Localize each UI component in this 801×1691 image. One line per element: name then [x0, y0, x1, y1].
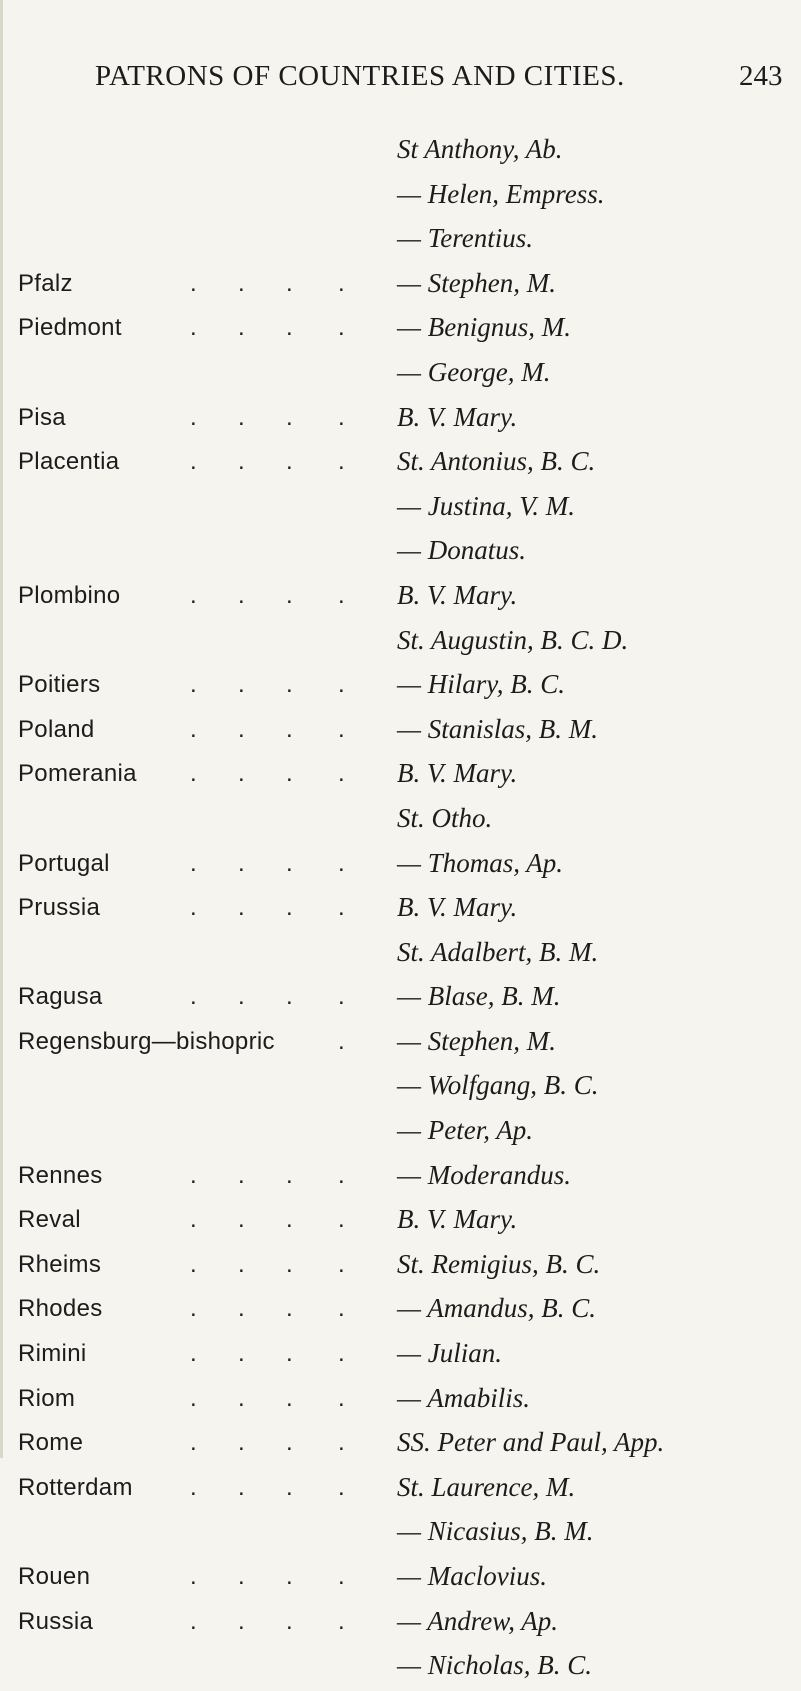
dot-leader: .	[190, 314, 197, 342]
dot-leader: .	[286, 314, 293, 342]
dot-leader: .	[286, 403, 293, 431]
list-row	[0, 844, 801, 889]
patron-saint: — Wolfgang, B. C.	[397, 1070, 599, 1101]
dot-leader: .	[338, 1206, 345, 1234]
dot-leader: .	[286, 1250, 293, 1278]
patron-saint: B. V. Mary.	[397, 892, 518, 923]
list-row	[0, 531, 801, 576]
list-row	[0, 353, 801, 398]
patron-saint: — Andrew, Ap.	[397, 1605, 559, 1636]
patron-saint: B. V. Mary.	[397, 1204, 518, 1235]
patron-saint: — Helen, Empress.	[397, 178, 605, 209]
patron-saint: — Nicasius, B. M.	[397, 1516, 594, 1547]
patron-saint: — Moderandus.	[397, 1159, 571, 1190]
patron-saint: — Blase, B. M.	[397, 981, 561, 1012]
list-row	[0, 130, 801, 175]
dot-leader: .	[190, 448, 197, 476]
dot-leader: .	[338, 1340, 345, 1368]
place-name: Rimini	[18, 1340, 87, 1368]
running-title: PATRONS OF COUNTRIES AND CITIES.	[95, 60, 625, 92]
list-row	[0, 754, 801, 799]
dot-leader: .	[190, 1563, 197, 1590]
place-name: Portugal	[18, 849, 110, 877]
patron-saint: — Julian.	[397, 1338, 502, 1369]
dot-leader: .	[286, 894, 293, 922]
dot-leader: .	[286, 715, 293, 743]
place-name: Pfalz	[18, 269, 73, 297]
dot-leader: .	[338, 1473, 345, 1501]
dot-leader: .	[190, 403, 197, 431]
dot-leader: .	[338, 403, 345, 431]
dot-leader: .	[238, 581, 245, 609]
patron-saint: B. V. Mary.	[397, 758, 518, 789]
patron-saint: — Hilary, B. C.	[397, 669, 566, 700]
dot-leader: .	[338, 1607, 345, 1635]
dot-leader: .	[190, 1607, 197, 1635]
dot-leader: .	[238, 1384, 245, 1412]
dot-leader: .	[238, 269, 245, 297]
list-row	[0, 1200, 801, 1245]
dot-leader: .	[286, 1340, 293, 1368]
patron-saint: — Stanislas, B. M.	[397, 713, 599, 744]
patron-saint: — George, M.	[397, 356, 551, 387]
list-row	[0, 1156, 801, 1201]
patron-saint: SS. Peter and Paul, App.	[397, 1427, 665, 1458]
list-row	[0, 576, 801, 621]
list-row	[0, 710, 801, 755]
list-row	[0, 933, 801, 978]
dot-leader: .	[190, 1473, 197, 1501]
dot-leader: .	[190, 269, 197, 297]
dot-leader: .	[286, 760, 293, 788]
dot-leader: .	[190, 894, 197, 922]
dot-leader: .	[238, 671, 245, 699]
dot-leader: .	[286, 1384, 293, 1412]
patron-saint: — Justina, V. M.	[397, 490, 576, 521]
list-row	[0, 1557, 801, 1602]
list-row	[0, 219, 801, 264]
place-name: Riom	[18, 1384, 76, 1412]
place-name: Rhodes	[18, 1295, 103, 1323]
dot-leader: .	[238, 1429, 245, 1457]
list-row	[0, 1379, 801, 1424]
place-name: Reval	[18, 1206, 81, 1234]
dot-leader: .	[238, 1563, 245, 1590]
patron-saint: St Anthony, Ab.	[397, 134, 563, 164]
place-name: Rome	[18, 1429, 84, 1457]
list-row	[0, 264, 801, 309]
patron-saint: — Benignus, M.	[397, 312, 571, 343]
dot-leader: .	[238, 715, 245, 743]
dot-leader: .	[286, 1607, 293, 1635]
list-row	[0, 442, 801, 487]
dot-leader: .	[286, 1473, 293, 1501]
dot-leader: .	[286, 269, 293, 297]
dot-leader: .	[286, 1206, 293, 1234]
dot-leader: .	[190, 983, 197, 1011]
dot-leader: .	[338, 1429, 345, 1457]
list-row	[0, 621, 801, 666]
list-row	[0, 1334, 801, 1379]
dot-leader: .	[338, 1295, 345, 1323]
dot-leader: .	[286, 1161, 293, 1189]
page-number: 243	[739, 60, 783, 92]
dot-leader: .	[238, 1206, 245, 1234]
dot-leader: .	[286, 1295, 293, 1323]
place-name: Poland	[18, 715, 95, 743]
list-row	[0, 487, 801, 532]
dot-leader: .	[338, 581, 345, 609]
dot-leader: .	[238, 1250, 245, 1278]
dot-leader: .	[238, 1607, 245, 1635]
patron-saint: — Peter, Ap.	[397, 1115, 533, 1146]
list-row	[0, 1066, 801, 1111]
dot-leader: .	[338, 849, 345, 877]
patron-saint: St. Antonius, B. C.	[397, 446, 596, 477]
patron-saint: — Stephen, M.	[397, 1025, 556, 1056]
place-name: Ragusa	[18, 983, 103, 1011]
patron-saint: — Stephen, M.	[397, 267, 556, 298]
patron-list	[0, 130, 801, 1691]
patron-saint: St. Remigius, B. C.	[397, 1248, 601, 1279]
dot-leader: .	[286, 448, 293, 476]
place-name: Poitiers	[18, 671, 101, 699]
list-row	[0, 977, 801, 1022]
dot-leader: .	[338, 671, 345, 699]
dot-leader: .	[190, 849, 197, 877]
dot-leader: .	[286, 581, 293, 609]
patron-saint: B. V. Mary.	[397, 401, 518, 432]
dot-leader: .	[238, 849, 245, 877]
list-row	[0, 398, 801, 443]
place-name: Pomerania	[18, 760, 137, 788]
list-row	[0, 1512, 801, 1557]
list-row	[0, 1245, 801, 1290]
place-name: Rheims	[18, 1250, 102, 1278]
patron-saint: — Amabilis.	[397, 1382, 531, 1413]
dot-leader: .	[190, 1250, 197, 1278]
dot-leader: .	[190, 581, 197, 609]
dot-leader: .	[190, 1295, 197, 1323]
dot-leader: .	[190, 671, 197, 699]
dot-leader: .	[238, 1295, 245, 1323]
dot-leader: .	[338, 1161, 345, 1189]
list-row	[0, 1468, 801, 1513]
patron-saint: B. V. Mary.	[397, 579, 518, 610]
place-name: Regensburg—bishopric	[18, 1027, 275, 1055]
dot-leader: .	[190, 1340, 197, 1368]
place-name: Pisa	[18, 403, 66, 431]
patron-saint: St. Otho.	[397, 802, 493, 833]
dot-leader: .	[238, 1340, 245, 1368]
dot-leader: .	[286, 983, 293, 1011]
dot-leader: .	[286, 849, 293, 877]
dot-leader: .	[238, 314, 245, 342]
dot-leader: .	[238, 760, 245, 788]
list-row	[0, 175, 801, 220]
dot-leader: .	[190, 715, 197, 743]
dot-leader: .	[338, 715, 345, 743]
dot-leader: .	[338, 894, 345, 922]
dot-leader: .	[338, 269, 345, 297]
place-name: Prussia	[18, 894, 101, 922]
dot-leader: .	[338, 314, 345, 342]
patron-saint: St. Adalbert, B. M.	[397, 936, 599, 967]
place-name: Placentia	[18, 448, 120, 476]
dot-leader: .	[238, 1473, 245, 1501]
patron-saint: St. Laurence, M.	[397, 1471, 576, 1502]
dot-leader: .	[338, 760, 345, 788]
list-row	[0, 308, 801, 353]
running-header	[0, 60, 801, 100]
dot-leader: .	[190, 1429, 197, 1457]
place-name: Russia	[18, 1607, 94, 1635]
dot-leader: .	[238, 894, 245, 922]
place-name: Rotterdam	[18, 1473, 133, 1501]
list-row	[0, 888, 801, 933]
dot-leader: .	[286, 1429, 293, 1457]
place-name: Piedmont	[18, 314, 122, 342]
list-row	[0, 799, 801, 844]
dot-leader: .	[338, 1384, 345, 1412]
list-row	[0, 665, 801, 710]
dot-leader: .	[190, 760, 197, 788]
place-name: Rouen	[18, 1563, 91, 1590]
dot-leader: .	[338, 1027, 345, 1055]
list-row	[0, 1646, 801, 1691]
dot-leader: .	[190, 1206, 197, 1234]
patron-saint: — Nicholas, B. C.	[397, 1650, 593, 1681]
list-row	[0, 1602, 801, 1647]
dot-leader: .	[338, 983, 345, 1011]
list-row	[0, 1423, 801, 1468]
patron-saint: — Terentius.	[397, 223, 534, 254]
dot-leader: .	[238, 983, 245, 1011]
dot-leader: .	[286, 671, 293, 699]
dot-leader: .	[338, 1563, 345, 1590]
list-row	[0, 1022, 801, 1067]
patron-saint: — Thomas, Ap.	[397, 847, 564, 878]
place-name: Plombino	[18, 581, 121, 609]
place-name: Rennes	[18, 1161, 103, 1189]
patron-saint: — Amandus, B. C.	[397, 1293, 597, 1324]
patron-saint: St. Augustin, B. C. D.	[397, 624, 629, 655]
dot-leader: .	[238, 1161, 245, 1189]
patron-saint: — Maclovius.	[397, 1561, 547, 1591]
list-row	[0, 1289, 801, 1334]
list-row	[0, 1111, 801, 1156]
dot-leader: .	[338, 1250, 345, 1278]
dot-leader: .	[238, 448, 245, 476]
dot-leader: .	[338, 448, 345, 476]
dot-leader: .	[238, 403, 245, 431]
dot-leader: .	[190, 1384, 197, 1412]
dot-leader: .	[190, 1161, 197, 1189]
patron-saint: — Donatus.	[397, 535, 527, 566]
dot-leader: .	[286, 1563, 293, 1590]
